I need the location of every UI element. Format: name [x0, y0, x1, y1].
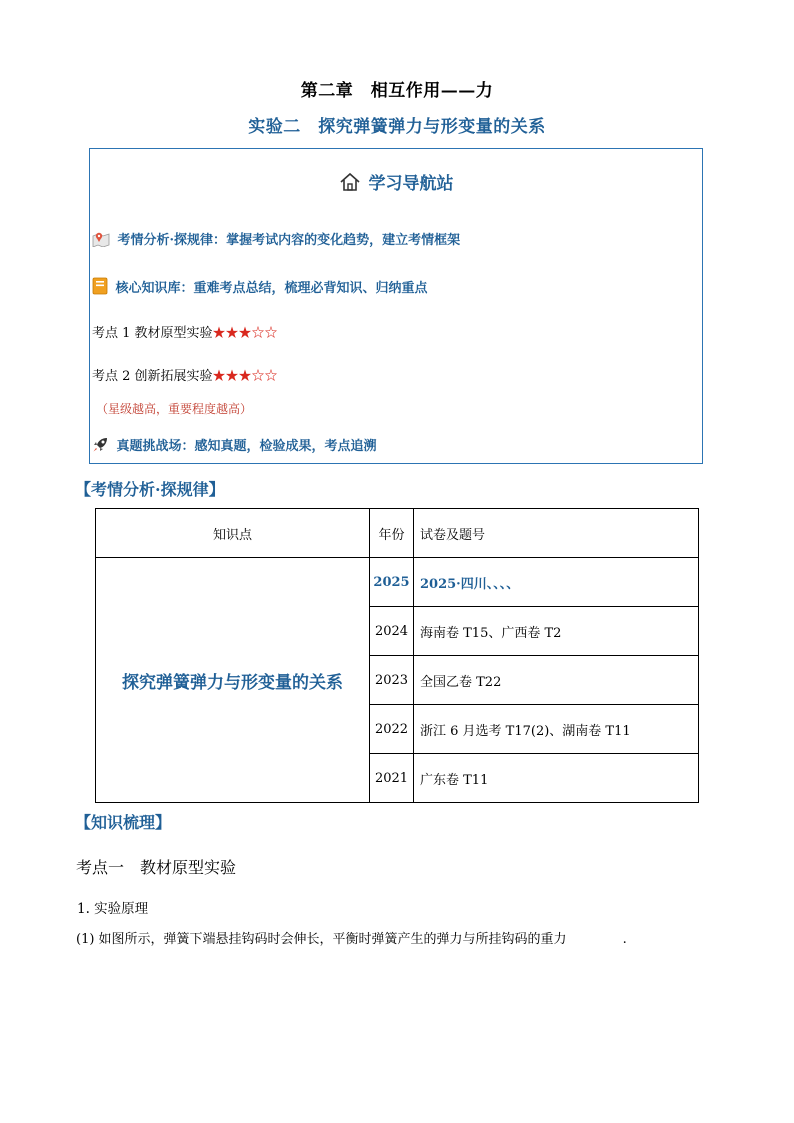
analysis-line: [92, 229, 460, 248]
point-2-label: 考点 2 创新拓展实验: [92, 369, 213, 384]
knowledge-section-heading: 【知识梳理】: [75, 813, 172, 832]
year-cell: 2025: [370, 558, 414, 607]
year-cell: 2022: [370, 705, 414, 754]
header-papers: 试卷及题号: [414, 509, 699, 558]
papers-cell: 全国乙卷 T22: [414, 656, 699, 705]
point-1-label: 考点 1 教材原型实验: [92, 326, 213, 341]
nav-title: 学习导航站: [368, 174, 454, 194]
papers-cell: 海南卷 T15、广西卷 T2: [414, 607, 699, 656]
analysis-desc: 掌握考试内容的变化趋势，建立考情框架: [226, 233, 461, 248]
book-icon: [92, 281, 116, 296]
paragraph-end: .: [622, 932, 627, 947]
point-1-line: [92, 322, 278, 341]
chapter-title: 第二章 相互作用——力: [300, 81, 494, 101]
experiment-title: 实验二 探究弹簧弹力与形变量的关系: [248, 117, 546, 137]
paragraph-text: (1) 如图所示，弹簧下端悬挂钩码时会伸长，平衡时弹簧产生的弹力与所挂钩码的重力: [76, 932, 567, 947]
principle-heading: 1. 实验原理: [77, 901, 149, 917]
rocket-icon: [92, 439, 117, 454]
table-header-row: [96, 509, 699, 558]
study-navigation-box: [89, 148, 703, 464]
analysis-section-heading: 【考情分析·探规律】: [75, 480, 225, 499]
principle-paragraph: [76, 928, 627, 947]
year-cell: 2024: [370, 607, 414, 656]
knowledge-line: [92, 277, 428, 296]
challenge-desc: 感知真题，检验成果，考点追溯: [194, 439, 377, 454]
table-row: [96, 558, 699, 607]
exam-analysis-table: [95, 508, 699, 803]
point-1-stars: ★★★☆☆: [212, 326, 278, 341]
header-knowledge-point: 知识点: [96, 509, 370, 558]
topic-one-heading: 考点一 教材原型实验: [76, 858, 237, 877]
papers-cell: 浙江 6 月选考 T17(2)、湖南卷 T11: [414, 705, 699, 754]
analysis-label: 考情分析·探规律：: [117, 233, 227, 248]
year-cell: 2021: [370, 754, 414, 803]
knowledge-desc: 重难考点总结，梳理必背知识、归纳重点: [193, 281, 428, 296]
home-icon: [339, 174, 369, 194]
point-2-line: [92, 365, 278, 384]
knowledge-label: 核心知识库：: [115, 281, 194, 296]
map-pin-icon: [92, 233, 118, 248]
papers-cell: 广东卷 T11: [414, 754, 699, 803]
point-2-stars: ★★★☆☆: [212, 369, 278, 384]
challenge-label: 真题挑战场：: [116, 439, 195, 454]
papers-cell: 2025·四川、、、、: [414, 558, 699, 607]
challenge-line: [92, 435, 377, 454]
nav-heading: [90, 169, 702, 194]
star-note: （星级越高，重要程度越高）: [96, 402, 253, 416]
knowledge-point-cell: 探究弹簧弹力与形变量的关系: [96, 558, 370, 803]
year-cell: 2023: [370, 656, 414, 705]
header-year: 年份: [370, 509, 414, 558]
